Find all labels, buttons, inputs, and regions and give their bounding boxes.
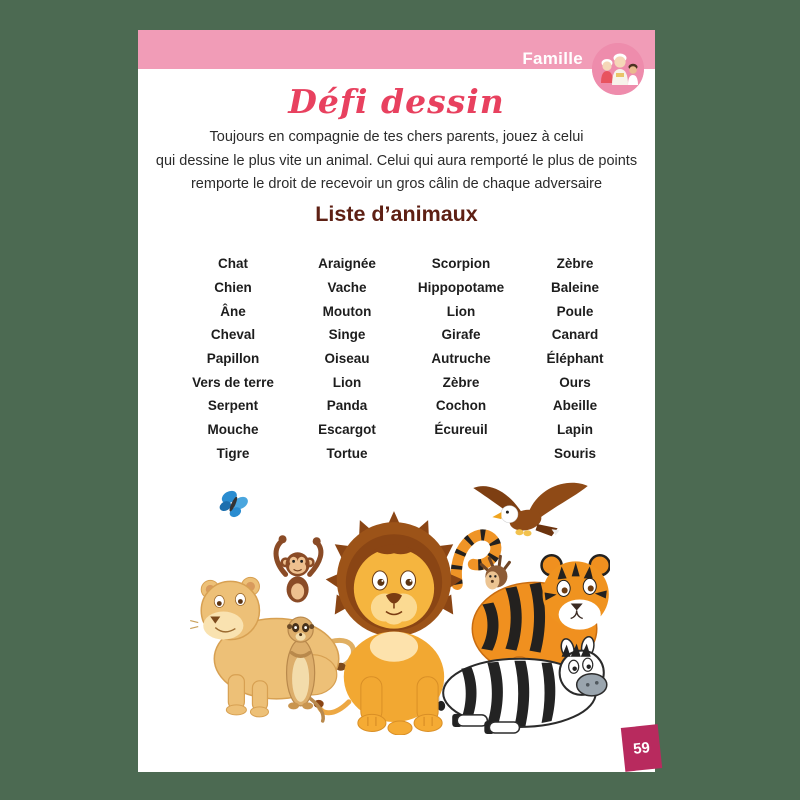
animal-name: Serpent (207, 398, 259, 414)
animal-list (176, 252, 632, 465)
animal-name: Cheval (210, 327, 256, 343)
header-band (138, 30, 655, 69)
animal-name: Girafe (441, 327, 481, 343)
animal-name: Scorpion (431, 256, 491, 272)
animal-name: Écureuil (434, 422, 488, 438)
animal-name: Baleine (550, 280, 600, 296)
lioness-icon (190, 577, 353, 717)
animal-name: Hippopotame (417, 280, 505, 296)
animal-name: Lion (332, 374, 362, 390)
page-number: 59 (632, 738, 651, 758)
animal-name: Araignée (318, 256, 376, 272)
animal-name: Ours (559, 374, 591, 390)
animal-name: Zèbre (556, 256, 594, 272)
intro-paragraph (138, 126, 655, 197)
monkey-icon (276, 535, 321, 602)
animal-name: Vers de terre (192, 374, 274, 390)
eagle-icon (473, 483, 587, 537)
animal-column-2 (290, 252, 404, 465)
animal-name: Abeille (552, 398, 598, 414)
animal-name: Panda (326, 398, 368, 414)
page-title: Défi dessin (288, 82, 505, 121)
animal-name: Canard (551, 327, 599, 343)
section-label: Famille (522, 49, 583, 68)
animal-name: Cochon (435, 398, 487, 414)
animal-name: Souris (553, 445, 596, 461)
animal-name: Chien (214, 280, 252, 296)
animal-name: Singe (328, 327, 366, 343)
list-heading: Liste d’animaux (315, 202, 478, 226)
intro-line: remporte le droit de recevoir un gros câlin de chaque adversaire (190, 176, 603, 192)
animal-name: Tortue (326, 445, 368, 461)
animal-column-3 (404, 252, 518, 465)
animal-column-4 (518, 252, 632, 465)
animal-name: Vache (327, 280, 367, 296)
page-number-badge (621, 724, 662, 772)
animal-name: Éléphant (546, 351, 604, 367)
animal-name: Autruche (431, 351, 491, 367)
intro-line: Toujours en compagnie de tes chers parents, jouez à celui (209, 129, 584, 145)
animal-name: Âne (220, 303, 246, 319)
animal-name: Escargot (318, 422, 376, 438)
animal-name: Zèbre (442, 374, 480, 390)
animal-name: Lion (446, 303, 476, 319)
intro-line: qui dessine le plus vite un animal. Celui qui aura remporté le plus de points (155, 152, 638, 169)
animal-name: Mouton (322, 303, 372, 319)
animal-name: Lapin (557, 422, 593, 438)
book-page (138, 30, 655, 772)
animal-column-1 (176, 252, 290, 465)
animal-name: Tigre (216, 445, 250, 461)
butterfly-icon (218, 488, 250, 519)
animal-name: Oiseau (324, 351, 370, 367)
animal-name: Poule (556, 303, 594, 319)
animals-illustration (188, 476, 610, 735)
animal-name: Papillon (206, 351, 260, 367)
animal-name: Chat (218, 256, 248, 272)
animal-name: Mouche (207, 422, 259, 438)
